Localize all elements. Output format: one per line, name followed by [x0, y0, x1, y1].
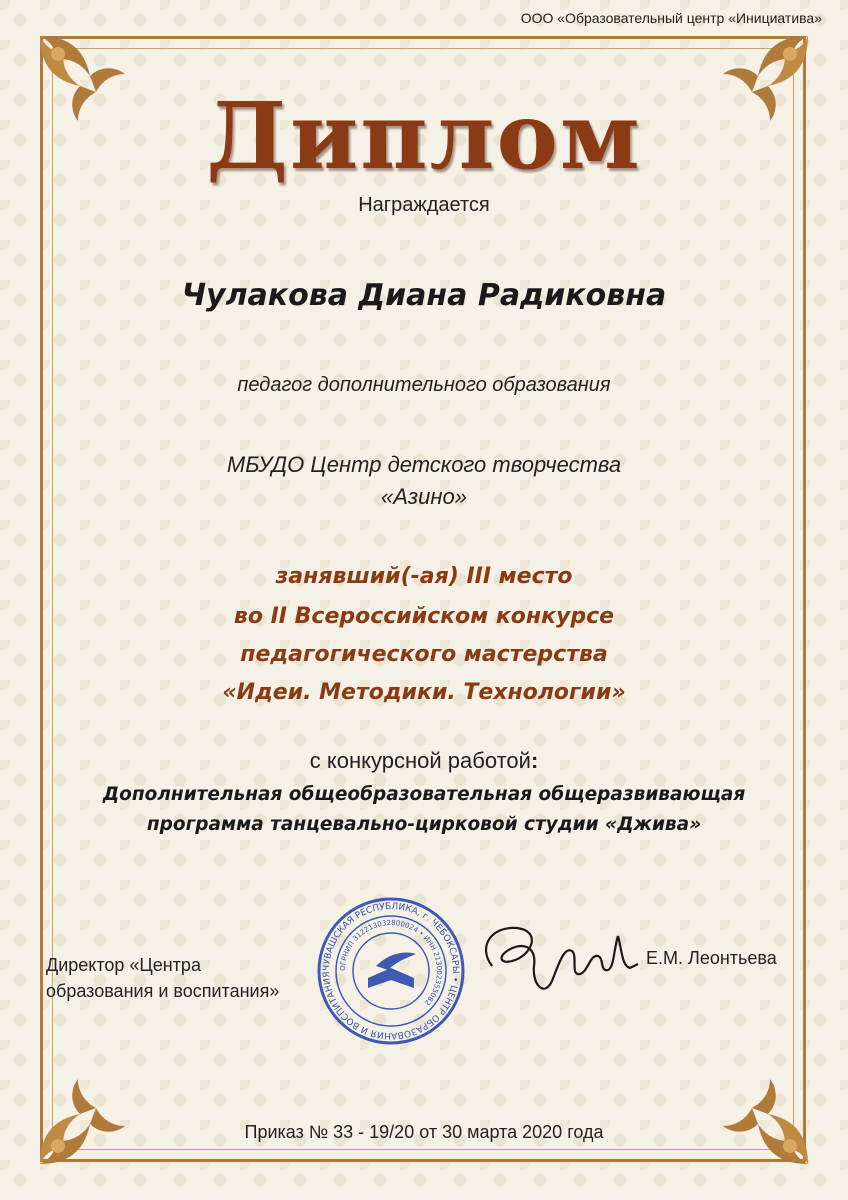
stamp-inner-text: ОГРНИП 312213032800024 • ИНН 213002355082 [338, 918, 444, 1007]
work-title-line-1: Дополнительная общеобразовательная общеразвивающая [102, 784, 746, 805]
signatory-position-line-1: Директор «Центра [46, 955, 201, 975]
institution-line-2: «Азино» [381, 484, 467, 509]
issuer-organization: ООО «Образовательный центр «Инициатива» [520, 10, 822, 26]
achievement-line-4: «Идеи. Методики. Технологии» [222, 680, 626, 705]
recipient-position: педагог дополнительного образования [237, 374, 611, 396]
work-label-text: с конкурсной работой [309, 748, 531, 773]
institution-line-1: МБУДО Центр детского творчества [226, 452, 622, 477]
corner-ornament-icon [698, 1054, 818, 1174]
signatory-name: Е.М. Леонтьева [646, 948, 777, 968]
official-stamp [316, 896, 466, 1046]
work-label [0, 748, 848, 774]
awarded-label: Награждается [358, 194, 490, 216]
handwritten-signature [472, 906, 642, 1006]
signatory-position-line-2: образования и воспитания» [46, 981, 280, 1001]
diploma-title: Диплом [206, 82, 642, 190]
work-title-line-2: программа танцевально-цирковой студии «Джива» [146, 814, 702, 835]
stamp-outer-text: ЧУВАШСКАЯ РЕСПУБЛИКА, г. ЧЕБОКСАРЫ • ЦЕНТР ОБРАЗОВАНИЯ И ВОСПИТАНИЯ [321, 901, 461, 1041]
recipient-name: Чулакова Диана Радиковна [181, 278, 667, 313]
work-label-colon: : [530, 748, 539, 773]
achievement-line-2: во II Всероссийском конкурсе [233, 604, 615, 629]
order-reference: Приказ № 33 - 19/20 от 30 марта 2020 года [244, 1122, 604, 1142]
signatory-position [46, 952, 279, 1004]
achievement-line-1: занявший(-ая) III место [275, 564, 573, 589]
corner-ornament-icon [30, 1054, 150, 1174]
achievement-line-3: педагогического мастерства [240, 642, 608, 667]
